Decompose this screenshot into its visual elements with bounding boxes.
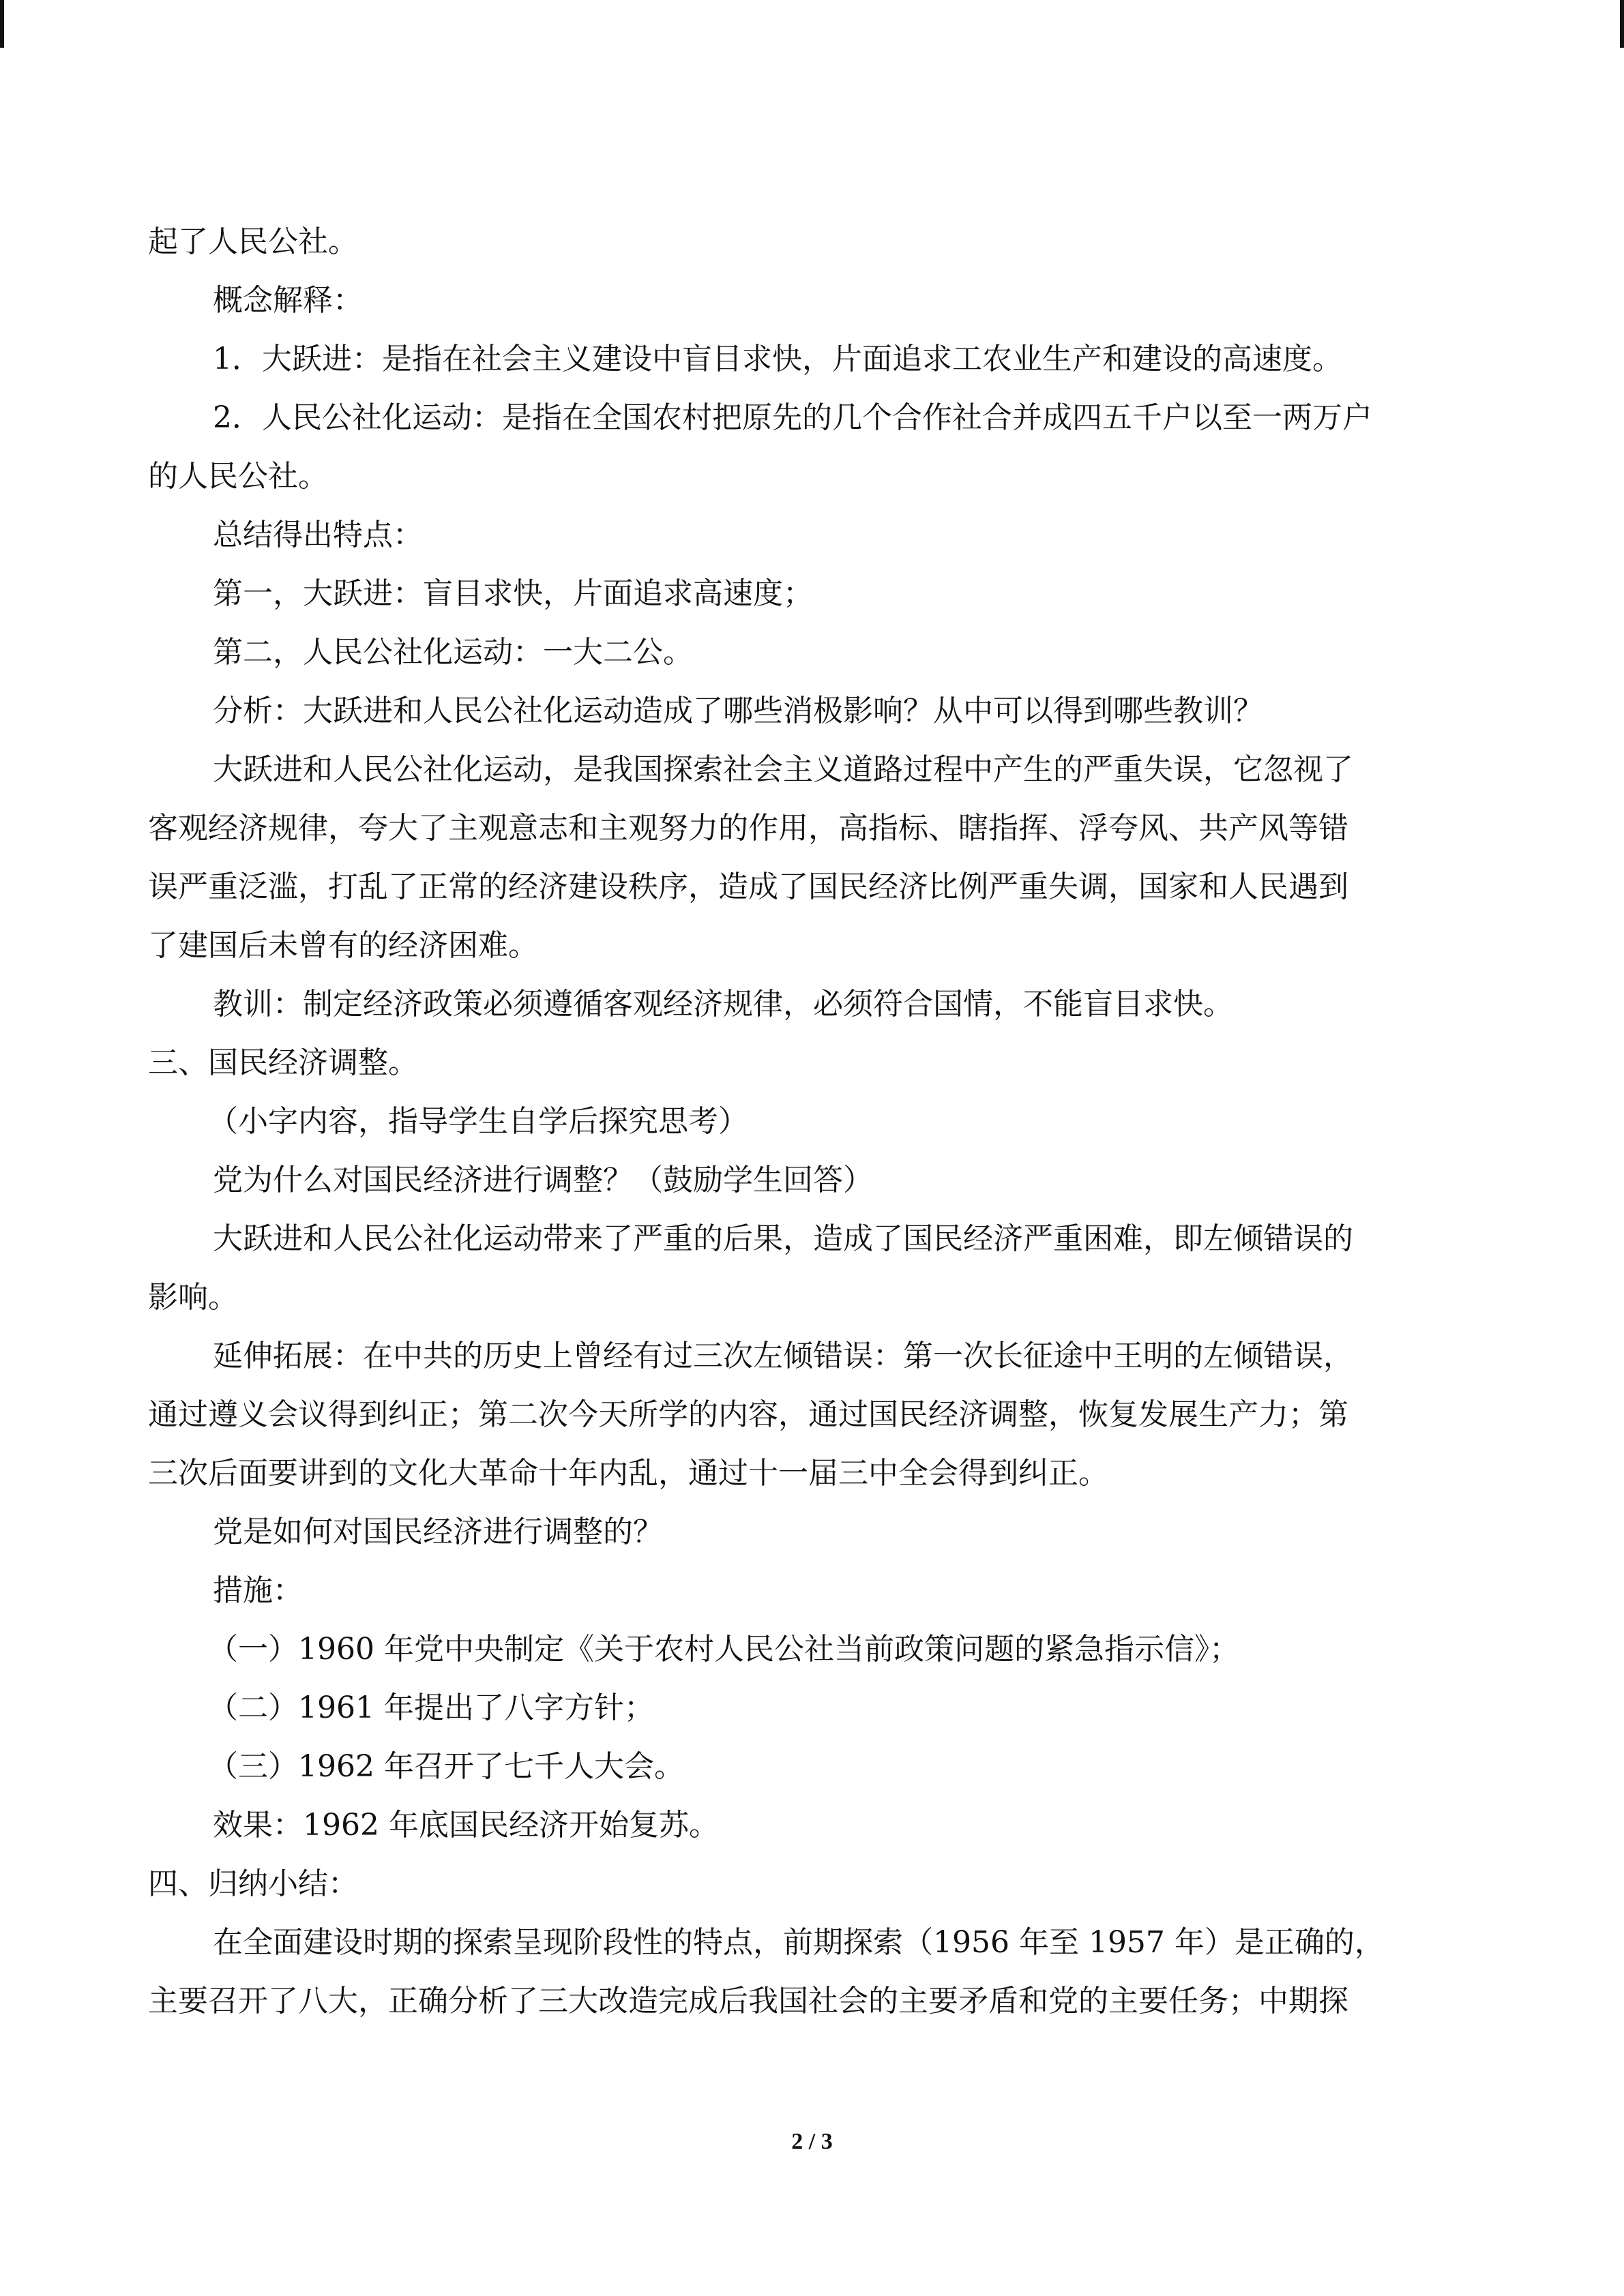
text-line: 大跃进和人民公社化运动，是我国探索社会主义道路过程中产生的严重失误，它忽视了: [213, 752, 1353, 787]
text-line: （三）1962 年召开了七千人大会。: [208, 1749, 684, 1784]
text-line: 教训：制定经济政策必须遵循客观经济规律，必须符合国情，不能盲目求快。: [213, 987, 1233, 1022]
text-line: 分析：大跃进和人民公社化运动造成了哪些消极影响？从中可以得到哪些教训？: [213, 694, 1263, 728]
text-line: 通过遵义会议得到纠正；第二次今天所学的内容，通过国民经济调整，恢复发展生产力；第: [148, 1397, 1348, 1432]
text-line: 客观经济规律，夸大了主观意志和主观努力的作用，高指标、瞎指挥、浮夸风、共产风等错: [148, 811, 1348, 846]
text-line: 1．大跃进：是指在社会主义建设中盲目求快，片面追求工农业生产和建设的高速度。: [213, 342, 1342, 376]
crop-mark-right: [1620, 0, 1624, 48]
page-number: 2 / 3: [791, 2129, 833, 2154]
text-line: 延伸拓展：在中共的历史上曾经有过三次左倾错误：第一次长征途中王明的左倾错误，: [213, 1339, 1353, 1373]
text-line: 总结得出特点：: [213, 518, 423, 552]
text-line: 误严重泛滥，打乱了正常的经济建设秩序，造成了国民经济比例严重失调，国家和人民遇到: [148, 869, 1348, 904]
text-line: 在全面建设时期的探索呈现阶段性的特点，前期探索（1956 年至 1957 年）是正确的，: [213, 1925, 1385, 1960]
crop-mark-left: [0, 0, 4, 48]
text-line: 第一，大跃进：盲目求快，片面追求高速度；: [213, 576, 813, 611]
document-body: [148, 213, 1475, 2031]
text-line: 起了人民公社。: [148, 224, 358, 259]
text-line: 影响。: [148, 1280, 238, 1315]
text-line: 了建国后未曾有的经济困难。: [148, 928, 538, 963]
section-heading: 四、归纳小结：: [148, 1866, 358, 1901]
text-line: 的人民公社。: [148, 459, 328, 494]
text-line: 党是如何对国民经济进行调整的？: [213, 1515, 663, 1549]
text-line: 三次后面要讲到的文化大革命十年内乱，通过十一届三中全会得到纠正。: [148, 1456, 1108, 1491]
text-line: （小字内容，指导学生自学后探究思考）: [208, 1104, 748, 1139]
text-line: 大跃进和人民公社化运动带来了严重的后果，造成了国民经济严重困难，即左倾错误的: [213, 1221, 1353, 1256]
text-line: 2．人民公社化运动：是指在全国农村把原先的几个合作社合并成四五千户以至一两万户: [213, 400, 1372, 435]
text-line: 概念解释：: [213, 283, 363, 318]
text-line: 主要召开了八大，正确分析了三大改造完成后我国社会的主要矛盾和党的主要任务；中期探: [148, 1984, 1348, 2018]
text-line: 效果：1962 年底国民经济开始复苏。: [213, 1808, 719, 1843]
text-line: 措施：: [213, 1573, 303, 1608]
text-line: 第二，人民公社化运动：一大二公。: [213, 635, 693, 670]
text-line: （二）1961 年提出了八字方针；: [208, 1690, 654, 1725]
text-line: 党为什么对国民经济进行调整？（鼓励学生回答）: [213, 1163, 873, 1197]
text-line: （一）1960 年党中央制定《关于农村人民公社当前政策问题的紧急指示信》；: [208, 1632, 1239, 1667]
section-heading: 三、国民经济调整。: [148, 1045, 418, 1080]
